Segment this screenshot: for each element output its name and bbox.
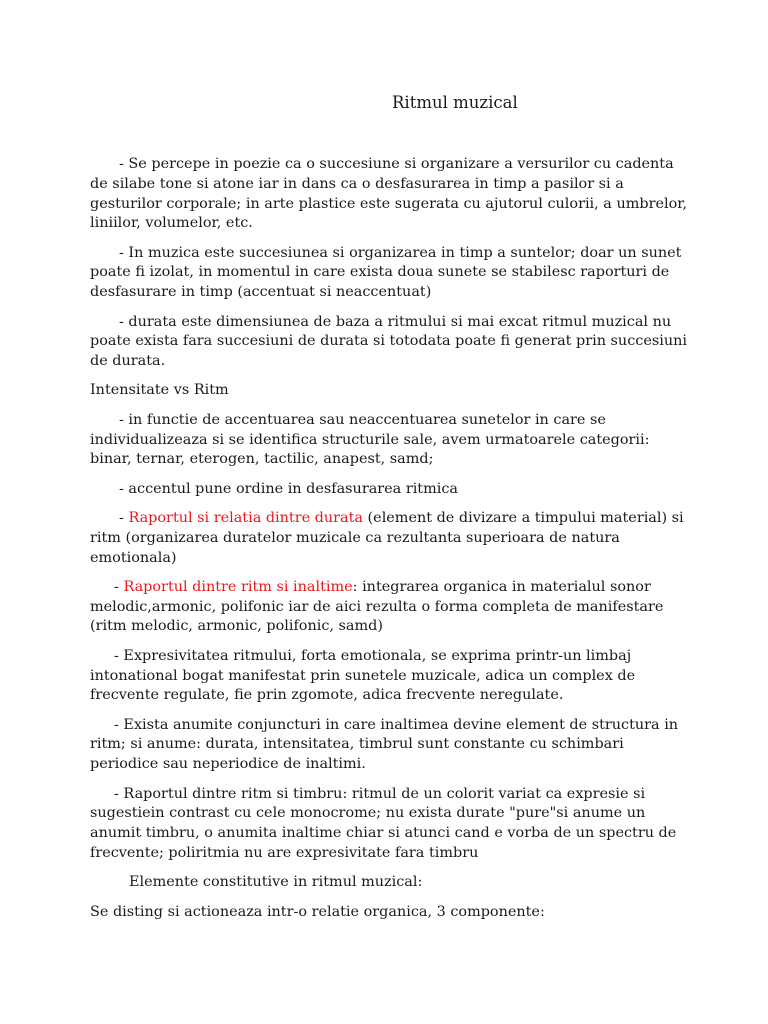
- paragraph-prefix: -: [114, 578, 124, 595]
- paragraph-components: Se disting si actioneaza intr-o relatie organica, 3 componente:: [90, 903, 545, 920]
- paragraph-duration-relation: [90, 509, 690, 568]
- paragraph-duration: - durata este dimensiunea de baza a ritmului si mai excat ritmul muzical nu poate exista fara succesiuni de durata si totodata poate fi generat prin succesiuni de durata.: [90, 313, 687, 370]
- paragraph-timbre: - Raportul dintre ritm si timbru: ritmul de un colorit variat ca expresie si sugestiein contrast cu cele monocrome; nu exista durate "pure"si anume un anumit timbru, o anumita inaltime chiar si atunci cand e vorba de un spectru de frecvente; poliritmia nu are expresivitate fara timbru: [90, 785, 677, 861]
- highlighted-phrase: Raportul dintre ritm si inaltime: [123, 578, 353, 595]
- paragraph-prefix: -: [119, 509, 129, 526]
- page-title: Ritmul muzical: [392, 93, 518, 112]
- paragraph-conjunctures: - Exista anumite conjuncturi in care inaltimea devine element de structura in ritm; si anume: durata, intensitatea, timbrul sunt constante cu schimbari periodice sau neperiodice de inaltimi.: [90, 716, 679, 773]
- section-heading-elements: Elemente constitutive in ritmul muzical:: [129, 874, 423, 891]
- section-heading-intensity: Intensitate vs Ritm: [90, 382, 229, 399]
- paragraph-music-definition: - In muzica este succesiunea si organizarea in timp a suntelor; doar un sunet poate fi izolat, in momentul in care exista doua sunete se stabilesc raporturi de desfasurare in timp (accentuat si neaccentuat): [90, 244, 682, 301]
- paragraph-categories: - in functie de accentuarea sau neaccentuarea sunetelor in care se individualizeaza si se identifica structurile sale, avem urmatoarele categorii: binar, ternar, eterogen, tactilic, anapest, samd;: [90, 411, 650, 468]
- highlighted-phrase: Raportul si relatia dintre durata: [128, 509, 363, 526]
- document-body: [90, 155, 690, 932]
- paragraph-perception: - Se percepe in poezie ca o succesiune si organizare a versurilor cu cadenta de silabe tone si atone iar in dans ca o desfasurarea in timp a pasilor si a gesturilor corporale; in arte plastice este sugerata cu ajutorul culorii, a umbrelor, liniilor, volumelor, etc.: [90, 156, 688, 232]
- paragraph-rest: (element de divizare a timpului material) si ritm (organizarea duratelor muzicale ca rezultanta superioara de natura emotionala): [90, 509, 684, 566]
- paragraph-expressivity: - Expresivitatea ritmului, forta emotionala, se exprima printr-un limbaj intonational bogat manifestat prin sunetele muzicale, adica un complex de frecvente regulate, fie prin zgomote, adica frecvente neregulate.: [90, 647, 636, 704]
- paragraph-accent: - accentul pune ordine in desfasurarea ritmica: [119, 480, 458, 497]
- paragraph-rest: : integrarea organica in materialul sonor melodic,armonic, polifonic iar de aici rezulta o forma completa de manifestare (ritm melodic, armonic, polifonic, samd): [90, 578, 664, 635]
- paragraph-pitch-relation: [90, 578, 690, 637]
